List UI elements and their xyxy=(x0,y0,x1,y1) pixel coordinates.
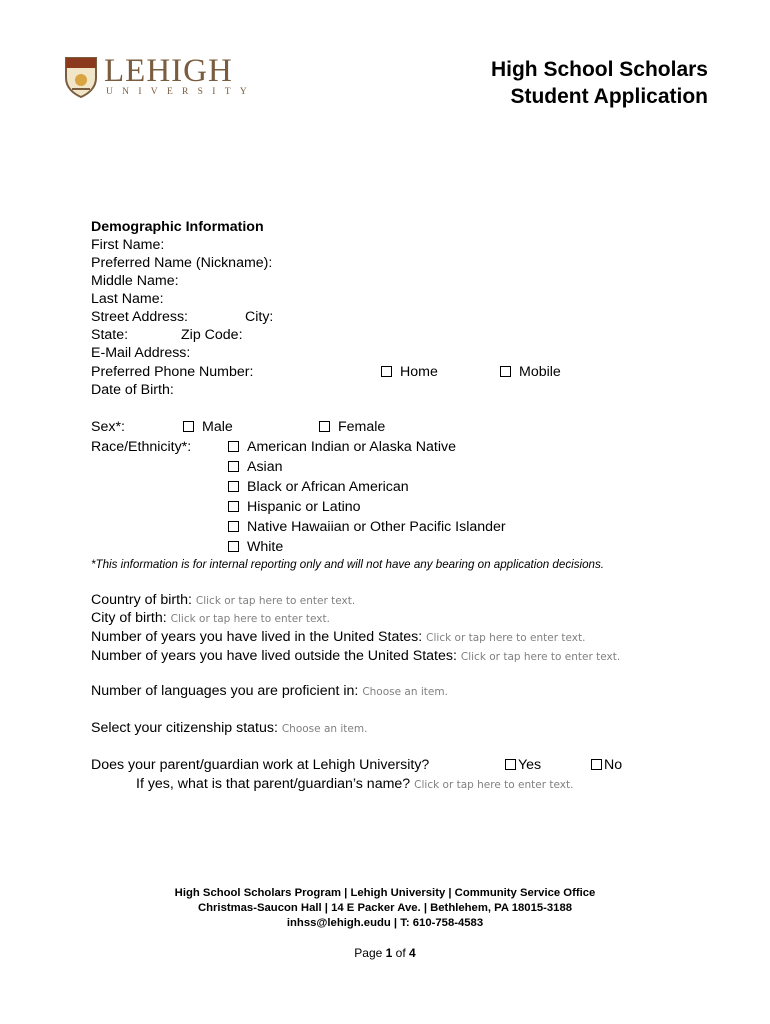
logo-subtitle: UNIVERSITY xyxy=(106,87,256,97)
race-option-label: Black or African American xyxy=(247,479,409,495)
phone-mobile-checkbox[interactable] xyxy=(500,366,511,377)
footer-line1: High School Scholars Program | Lehigh University | Community Service Office xyxy=(174,887,596,899)
parent-no-option[interactable] xyxy=(591,756,622,774)
race-option-label: Asian xyxy=(247,459,283,475)
lehigh-logo xyxy=(64,53,274,100)
race-option-label: Native Hawaiian or Other Pacific Islander xyxy=(247,519,506,535)
years-outside-row xyxy=(91,647,620,666)
citizenship-dropdown[interactable]: Choose an item. xyxy=(281,723,368,735)
years-us-field[interactable]: Click or tap here to enter text. xyxy=(426,632,586,644)
country-birth-row xyxy=(91,591,355,610)
preferred-name-label: Preferred Name (Nickname): xyxy=(91,255,273,271)
phone-home-checkbox[interactable] xyxy=(381,366,392,377)
languages-dropdown[interactable]: Choose an item. xyxy=(362,686,448,698)
years-outside-label: Number of years you have lived outside the United States: xyxy=(91,648,457,664)
sex-female-option[interactable] xyxy=(319,418,385,436)
country-birth-label: Country of birth: xyxy=(91,592,192,608)
phone-mobile-label: Mobile xyxy=(519,364,561,380)
parent-yes-label: Yes xyxy=(518,757,542,773)
page-current: 1 xyxy=(385,946,393,960)
race-option-label: Hispanic or Latino xyxy=(247,499,361,515)
race-checkbox[interactable] xyxy=(228,521,239,532)
parent-yes-checkbox[interactable] xyxy=(505,759,516,770)
race-option[interactable] xyxy=(228,438,456,456)
race-checkbox[interactable] xyxy=(228,501,239,512)
race-option-label: American Indian or Alaska Native xyxy=(247,439,456,455)
sex-male-label: Male xyxy=(202,419,233,435)
sex-label: Sex*: xyxy=(91,419,125,435)
logo-wordmark: LEHIGH xyxy=(104,53,233,89)
sex-female-label: Female xyxy=(338,419,386,435)
race-option[interactable] xyxy=(228,458,283,476)
sex-male-option[interactable] xyxy=(183,418,233,436)
street-address-label: Street Address: xyxy=(91,309,188,325)
footer-line3: inhss@lehigh.eudu | T: 610-758-4583 xyxy=(286,917,484,929)
parent-name-label: If yes, what is that parent/guardian’s name? xyxy=(136,776,411,792)
phone-home-label: Home xyxy=(400,364,438,380)
first-name-label: First Name: xyxy=(91,237,165,253)
parent-name-row xyxy=(136,775,573,794)
years-outside-field[interactable]: Click or tap here to enter text. xyxy=(460,651,621,663)
parent-no-label: No xyxy=(604,757,623,773)
race-option-label: White xyxy=(247,539,284,555)
reporting-note: *This information is for internal reporting only and will not have any bearing on application decisions. xyxy=(91,558,604,571)
race-label: Race/Ethnicity*: xyxy=(91,439,192,455)
dob-label: Date of Birth: xyxy=(91,382,174,398)
crest-icon xyxy=(64,56,98,98)
sex-female-checkbox[interactable] xyxy=(319,421,330,432)
last-name-label: Last Name: xyxy=(91,291,164,307)
zip-label: Zip Code: xyxy=(181,327,243,343)
city-birth-label: City of birth: xyxy=(91,610,167,626)
parent-no-checkbox[interactable] xyxy=(591,759,602,770)
page-number xyxy=(0,946,770,960)
race-checkbox[interactable] xyxy=(228,461,239,472)
race-option[interactable] xyxy=(228,498,361,516)
race-option[interactable] xyxy=(228,538,283,556)
years-us-label: Number of years you have lived in the United States: xyxy=(91,629,423,645)
race-checkbox[interactable] xyxy=(228,481,239,492)
footer-line2: Christmas-Saucon Hall | 14 E Packer Ave. | Bethlehem, PA 18015-3188 xyxy=(197,902,573,914)
phone-home-option[interactable] xyxy=(381,363,438,381)
parent-name-field[interactable]: Click or tap here to enter text. xyxy=(414,779,574,791)
citizenship-label: Select your citizenship status: xyxy=(91,720,278,736)
middle-name-label: Middle Name: xyxy=(91,273,179,289)
languages-label: Number of languages you are proficient in: xyxy=(91,683,359,699)
race-option[interactable] xyxy=(228,478,409,496)
country-birth-field[interactable]: Click or tap here to enter text. xyxy=(195,595,356,607)
languages-row xyxy=(91,682,448,701)
phone-mobile-option[interactable] xyxy=(500,363,561,381)
city-label: City: xyxy=(245,309,274,325)
phone-label: Preferred Phone Number: xyxy=(91,364,254,380)
citizenship-row xyxy=(91,719,367,738)
state-label: State: xyxy=(91,327,129,343)
section-heading: Demographic Information xyxy=(91,219,264,235)
years-us-row xyxy=(91,628,585,647)
page-of: of xyxy=(392,946,410,960)
document-title-line2: Student Application xyxy=(510,85,708,108)
race-checkbox[interactable] xyxy=(228,441,239,452)
city-birth-row xyxy=(91,609,330,628)
race-option[interactable] xyxy=(228,518,506,536)
city-birth-field[interactable]: Click or tap here to enter text. xyxy=(170,613,330,625)
email-label: E-Mail Address: xyxy=(91,345,191,361)
parent-work-label: Does your parent/guardian work at Lehigh University? xyxy=(91,757,430,773)
race-checkbox[interactable] xyxy=(228,541,239,552)
page-prefix: Page xyxy=(354,946,386,960)
document-title-line1: High School Scholars xyxy=(490,58,708,81)
parent-yes-option[interactable] xyxy=(505,756,541,774)
sex-male-checkbox[interactable] xyxy=(183,421,194,432)
page-total: 4 xyxy=(409,946,416,960)
